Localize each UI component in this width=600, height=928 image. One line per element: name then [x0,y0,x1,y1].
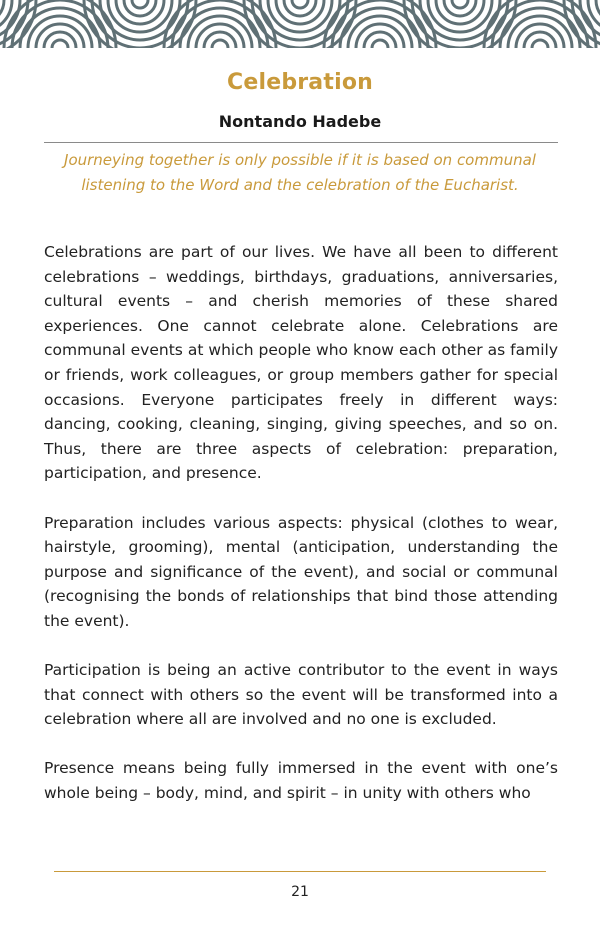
decorative-banner [0,0,600,48]
paragraph-preparation: Preparation includes various aspects: physical (clothes to wear, hairstyle, grooming), mental (anticipation, understanding the purpose and significance of the event), and social or communal (recognising the bonds of relationships that bind those attending the event). [44,513,558,630]
paragraph-presence: Presence means being fully immersed in the event with one’s whole being – body, mind, and spirit – in unity with others who [44,759,558,803]
title-divider [44,142,558,143]
paragraph-celebrations: Celebrations are part of our lives. We have all been to different celebrations – weddings, birthdays, graduations, anniversaries, cultural events – and cherish memories of these shared experiences. One cannot celebrate alone. Celebrations are communal events at which people who know each other as family or friends, work colleagues, or group members gather for special occasions. Everyone participates freely in different ways: dancing, cooking, cleaning, singing, giving speeches, and so on. Thus, there are three aspects of celebration: preparation, participation, and presence. [44,243,558,483]
page-title: Celebration [226,70,373,95]
body-text [44,240,558,830]
footer-divider [54,871,546,872]
page-number: 21 [291,884,309,900]
paragraph-participation: Participation is being an active contributor to the event in ways that connect with others so the event will be transformed into a celebration where all are involved and no one is excluded. [44,661,558,729]
concentric-arcs-pattern [0,0,600,48]
author-name: Nontando Hadebe [218,112,382,131]
epigraph: Journeying together is only possible if it is based on communal listening to the Word and the celebration of the Eucharist. [64,151,536,194]
